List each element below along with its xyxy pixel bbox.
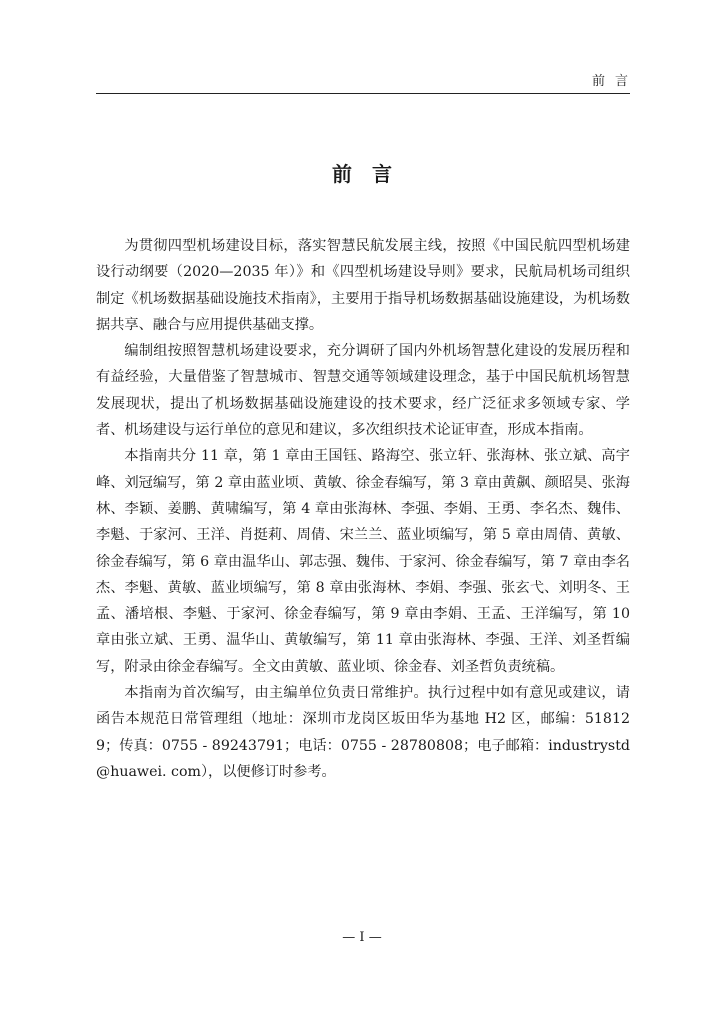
paragraph-maintenance: 本指南为首次编写，由主编单位负责日常维护。执行过程中如有意见或建议，请函告本规范日常管理组（地址：深圳市龙岗区坂田华为基地 H2 区，邮编：518129；传真：0755 - 89243791；电话：0755 - 28780808；电子邮箱：industrystd@huawei. com），以便修订时参考。 [96,685,630,780]
paragraph-purpose: 为贯彻四型机场建设目标，落实智慧民航发展主线，按照《中国民航四型机场建设行动纲要（2020—2035 年）》和《四型机场建设导则》要求，民航局机场司组织制定《机场数据基础设施技术指南》，主要用于指导机场数据基础设施建设，为机场数据共享、融合与应用提供基础支撑。 [96,238,630,333]
page-number: — I — [342,930,382,945]
page-title: 前言 [332,162,412,186]
paragraph-compilation: 编制组按照智慧机场建设要求，充分调研了国内外机场智慧化建设的发展历程和有益经验，大量借鉴了智慧城市、智慧交通等领域建设理念，基于中国民航机场智慧发展现状，提出了机场数据基础设施建设的技术要求，经广泛征求多领域专家、学者、机场建设与运行单位的意见和建议，多次组织技术论证审查，形成本指南。 [96,343,630,439]
running-header: 前言 [591,74,638,89]
paragraph-authors: 本指南共分 11 章，第 1 章由王国钰、路海空、张立轩、张海林、张立斌、高宇峰、刘冠编写，第 2 章由蓝业顷、黄敏、徐金春编写，第 3 章由黄飙、颜昭昊、张海林、李颖、姜鹏、黄啸编写，第 4 章由张海林、李强、李娟、王勇、李名杰、魏伟、李魁、于家河、王洋、肖挺莉、周倩、宋兰兰、蓝业顷编写，第 5 章由周倩、黄敏、徐金春编写，第 6 章由温华山、郭志强、魏伟、于家河、徐金春编写，第 7 章由李名杰、李魁、黄敏、蓝业顷编写，第 8 章由张海林、李娟、李强、张玄弋、刘明冬、王孟、潘培根、李魁、于家河、徐金春编写，第 9 章由李娟、王孟、王洋编写，第 10 章由张立斌、王勇、温华山、黄敏编写，第 11 章由张海林、李强、王洋、刘圣哲编写，附录由徐金春编写。全文由黄敏、蓝业顷、徐金春、刘圣哲负责统稿。 [96,448,630,675]
body-text [96,233,630,785]
header-divider [96,93,630,94]
